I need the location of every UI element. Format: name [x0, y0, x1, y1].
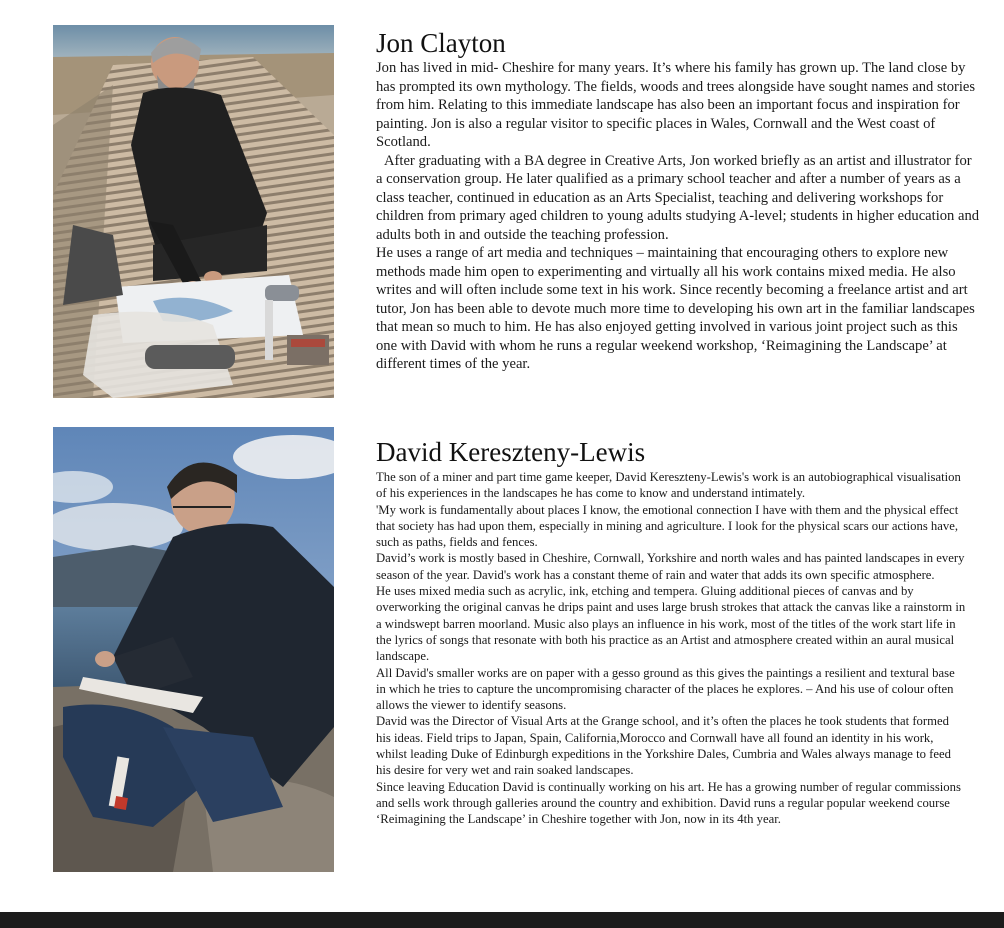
- artist-name: Jon Clayton: [376, 28, 506, 58]
- bio-paragraph: David was the Director of Visual Arts at the Grange school, and it’s often the places he took students that formed his ideas. Field trips to Japan, Spain, California,Morocco and Cornwall have all found an identity in his work, whilst leading Duke of Edinburgh expeditions in the Yorkshire Dales, Cumbria and Wales always manage to feed his desire for very wet and rain soaked landscapes.: [376, 714, 951, 778]
- footer-bar: [0, 912, 1004, 928]
- bio-paragraph: He uses mixed media such as acrylic, ink, etching and tempera. Gluing additional pieces of canvas and by overworking the original canvas he drips paint and uses large brush strokes that attack the canvas like a rainstorm in a windswept barren moorland. Music also plays an influence in his work, most of the titles of the work start life in the lyrics of songs that resonate with both his practice as an Artist and atmosphere created within an aural musical landscape.: [376, 584, 966, 664]
- artist-name: David Kereszteny-Lewis: [376, 437, 646, 467]
- david-kereszteny-lewis-photo: [53, 427, 334, 872]
- bio-paragraph: The son of a miner and part time game keeper, David Kereszteny-Lewis's work is an autobiographical visualisation of his experiences in the landscapes he has come to know and understand intimately.: [376, 470, 961, 501]
- jon-clayton-bio: [376, 27, 980, 374]
- bio-paragraph: Since leaving Education David is continually working on his art. He has a growing number of regular commissions and sells work through galleries around the country and exhibition. David runs a regular popular weekend course ‘Reimagining the Landscape’ in Cheshire together with Jon, now in its 4th year.: [376, 779, 961, 827]
- bio-paragraph: David’s work is mostly based in Cheshire, Cornwall, Yorkshire and north wales and has painted landscapes in every season of the year. David's work has a constant theme of rain and water that adds its own specific atmosphere.: [376, 551, 965, 582]
- bio-paragraph: He uses a range of art media and techniques – maintaining that encouraging others to explore new methods made him open to experimenting and virtually all his work contains mixed media. He also writes and will often include some text in his work. Since recently becoming a freelance artist and art tutor, Jon has been able to devote much more time to developing his own art in the familiar landscapes that mean so much to him. He has also enjoyed getting involved in various joint project such as this one with David with whom he runs a regular weekend workshop, ‘Reimagining the Landscape’ at different times of the year.: [376, 245, 975, 372]
- david-kereszteny-lewis-bio: [376, 436, 966, 828]
- bio-paragraph: After graduating with a BA degree in Creative Arts, Jon worked briefly as an artist and illustrator for a conservation group. He later qualified as a primary school teacher and after a number of years as a class teacher, continued in education as an Arts Specialist, teaching and delivering workshops for children from primary aged children to young adults studying A-level; students in higher education and adults both in and outside the teaching profession.: [376, 152, 980, 243]
- bio-paragraph: All David's smaller works are on paper with a gesso ground as this gives the paintings a resilient and textural base in which he tries to capture the uncompromising character of the places he explores. – And his use of colour often allows the viewer to identify seasons.: [376, 665, 955, 713]
- bio-paragraph: Jon has lived in mid- Cheshire for many years. It’s where his family has grown up. The land close by has prompted its own mythology. The fields, woods and trees alongside have sought names and stories from him. Relating to this immediate landscape has also been an important focus and inspiration for painting. Jon is also a regular visitor to specific places in Wales, Cornwall and the West coast of Scotland.: [376, 60, 976, 150]
- jon-clayton-photo: [53, 25, 334, 398]
- bio-paragraph: 'My work is fundamentally about places I know, the emotional connection I have with them and the physical effect that society has had upon them, especially in mining and agriculture. I look for the physical scars our actions have, such as paths, fields and fences.: [376, 502, 959, 550]
